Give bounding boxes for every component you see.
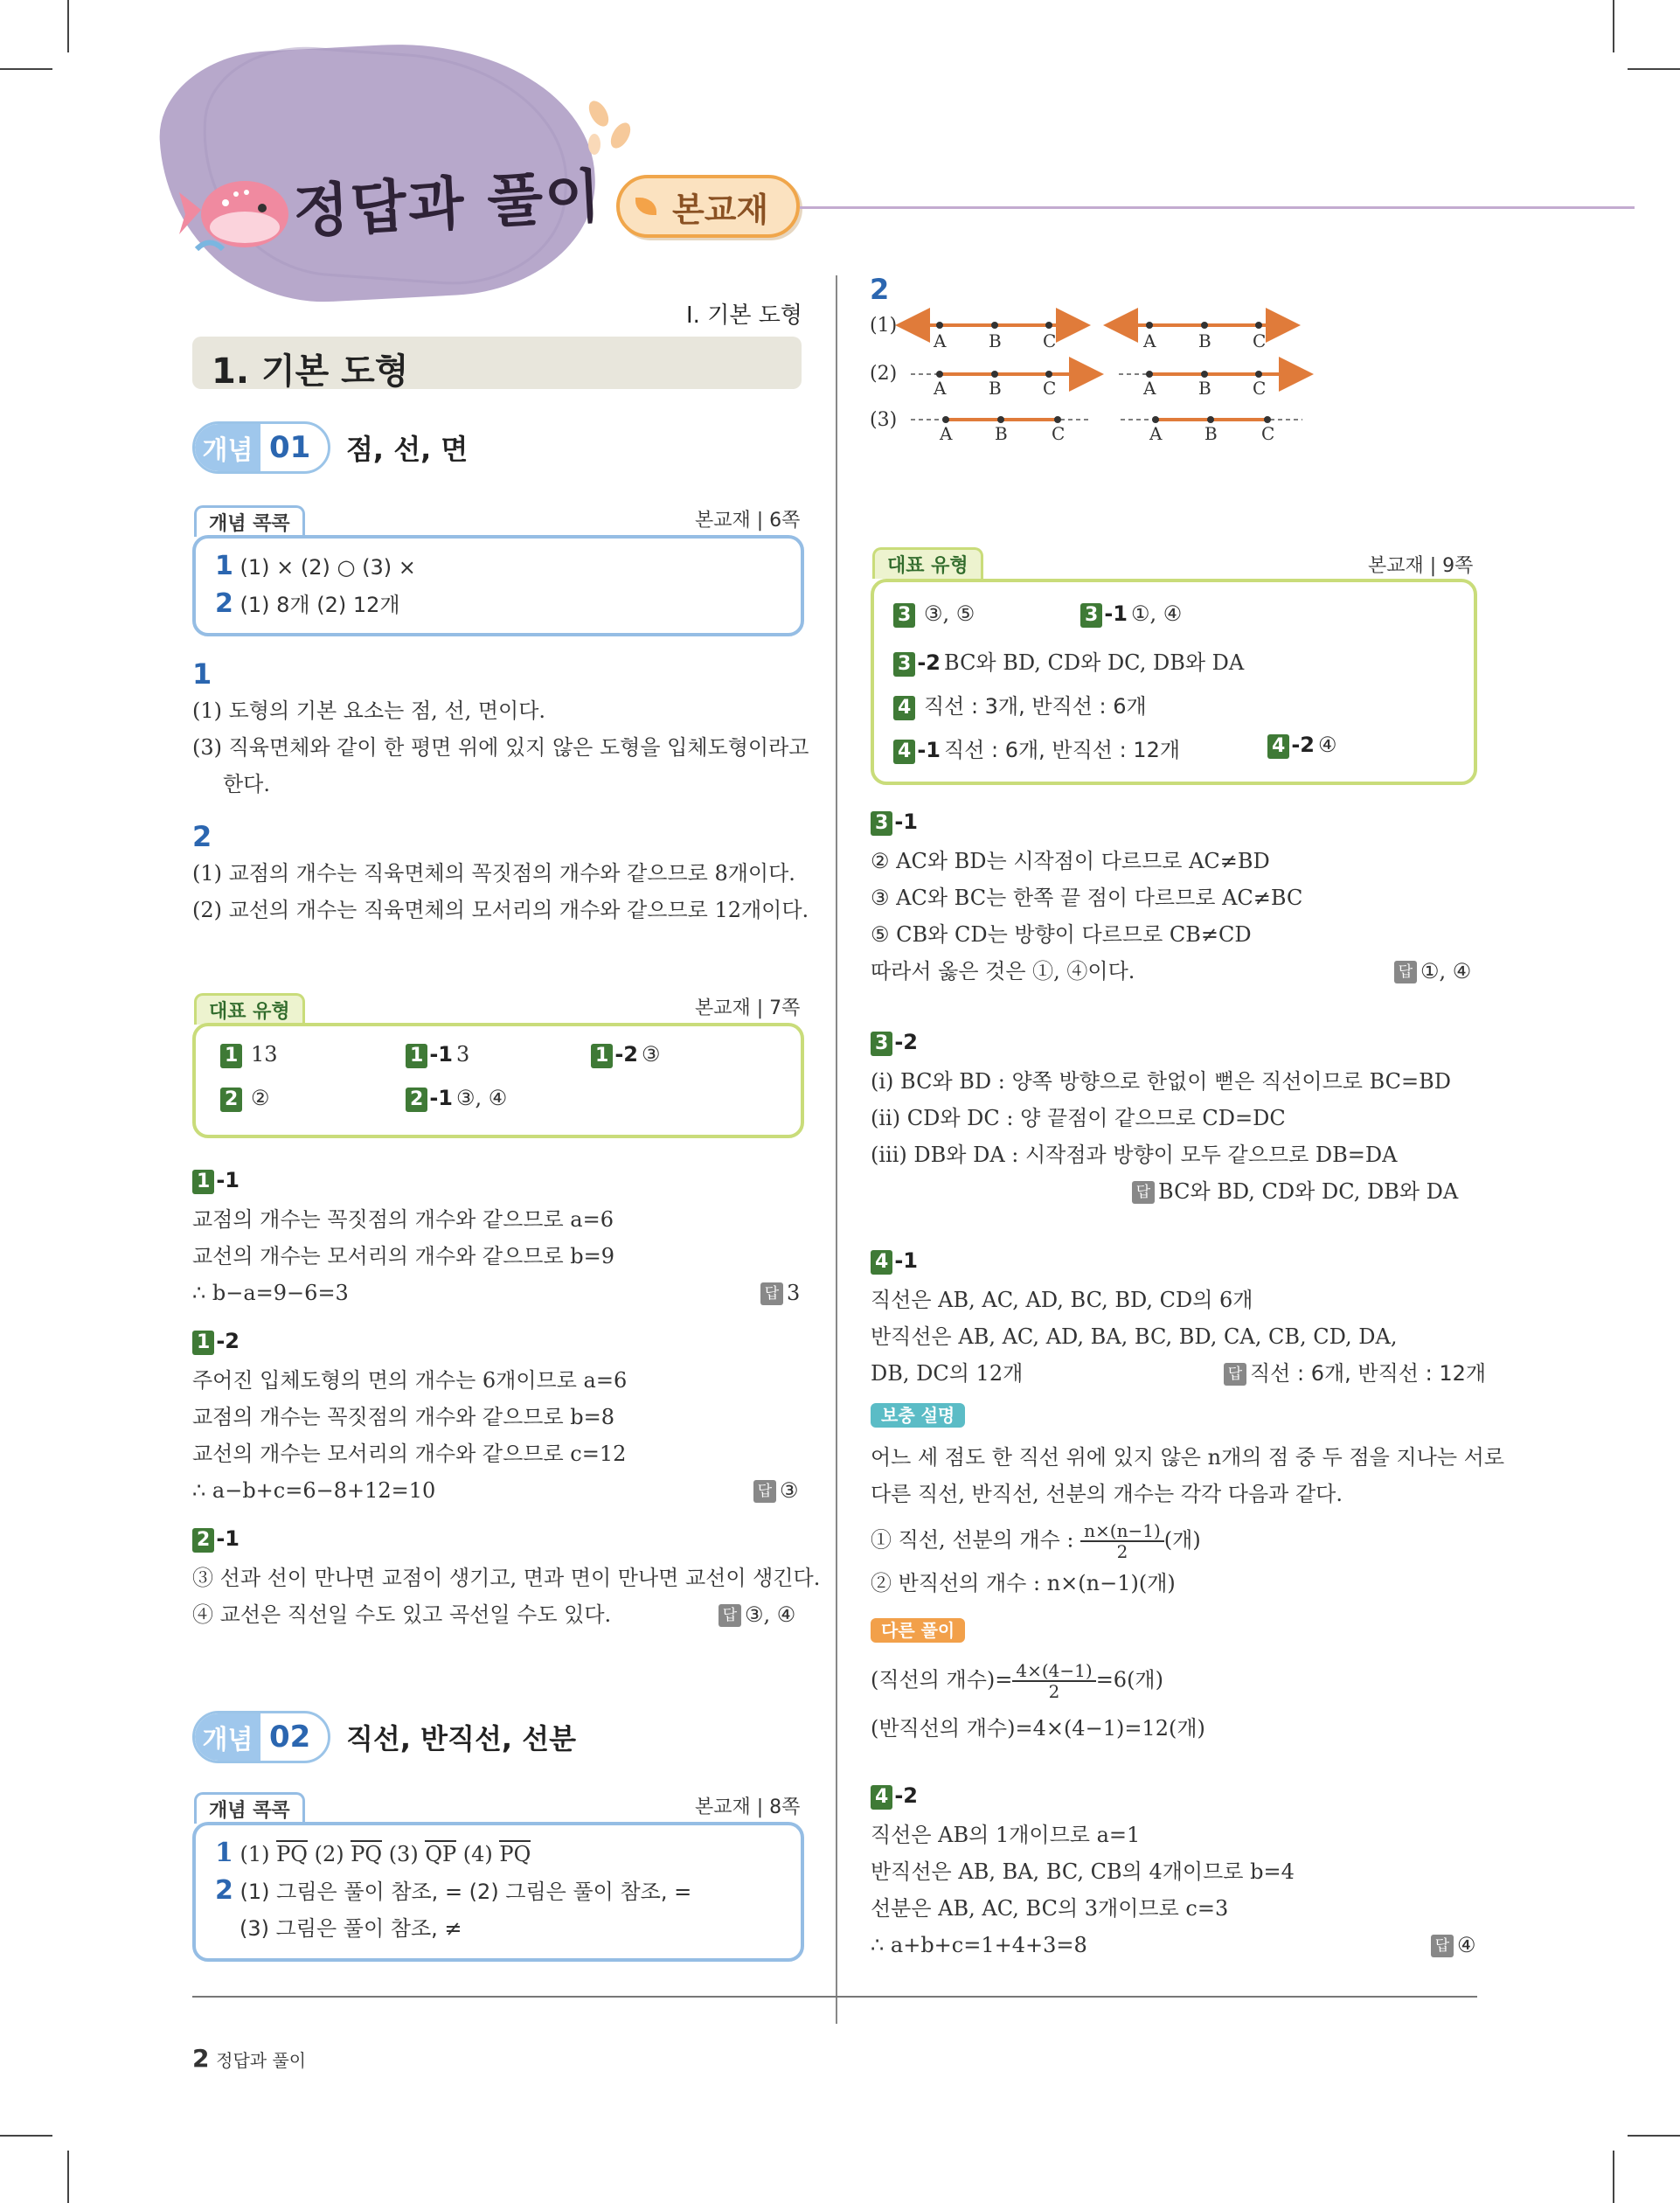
solution-line: (1) 교점의 개수는 직육면체의 꼭짓점의 개수와 같으므로 8개이다. [192,861,795,886]
concept-tag: 개념 [195,1713,260,1761]
page-footer [192,2044,306,2073]
answer-text: (4) [456,1842,500,1866]
answer-number: 2 [215,588,233,619]
answer-mark-icon: 답 [1224,1363,1246,1386]
alt-text: (직선의 개수)= [871,1667,1013,1692]
answer-box-type [871,579,1477,785]
point-label: C [1261,423,1275,444]
solution-line: 교선의 개수는 모서리의 개수와 같으므로 c=12 [192,1442,627,1466]
solution-heading: 2 [870,273,890,306]
solution-line: ④ 교선은 직선일 수도 있고 곡선일 수도 있다. [192,1602,612,1627]
answer-box-concept [192,535,804,636]
concept-tag: 개념 [195,424,260,471]
solution-line: (ⅱ) CD와 DC : 양 끝점이 같으므로 CD=DC [871,1106,1286,1130]
answer-text: (1) × (2) ○ (3) × [240,555,416,580]
answer-mark-icon: 답 [719,1604,741,1627]
tip-line: 다른 직선, 반직선, 선분의 개수는 각각 다음과 같다. [871,1482,1343,1506]
answer-value: BC와 BD, CD와 DC, DB와 DA [1158,1179,1459,1204]
type-suffix: -1 [216,1526,240,1551]
segment-symbol: PQ [499,1842,531,1866]
answer-mark-icon: 답 [1132,1181,1155,1204]
fraction-numerator: n×(n−1) [1080,1521,1164,1542]
answer-text: (1) 그림은 풀이 참조, = (2) 그림은 풀이 참조, = [240,1880,692,1904]
type-tag: 2 [220,1088,242,1112]
alt-line: (반직선의 개수)=4×(4−1)=12(개) [871,1716,1205,1741]
row-label: (3) [870,409,898,431]
final-answer [719,1596,795,1633]
answer-text: ①, ④ [1130,601,1183,626]
solution-line: 따라서 옳은 것은 ①, ④이다. [871,959,1135,983]
solution-line: 교점의 개수는 꼭짓점의 개수와 같으므로 a=6 [192,1207,614,1232]
type-tag: 3 [871,811,892,836]
answer-text: (3) [382,1842,426,1866]
solution-line: 주어진 입체도형의 면의 개수는 6개이므로 a=6 [192,1368,628,1393]
tip-text: ① 직선, 선분의 개수 : [871,1527,1081,1553]
leaf-icon [573,96,642,166]
solution-line: 반직선은 AB, AC, AD, BA, BC, BD, CA, CB, CD, DA, [871,1324,1398,1349]
answer-value: ①, ④ [1420,959,1472,983]
answer-text: 13 [250,1042,278,1067]
solution-line: ⑤ CB와 CD는 방향이 다르므로 CB≠CD [871,922,1252,947]
answer-value: 3 [787,1281,801,1305]
alt-text: =6(개) [1095,1667,1163,1692]
line-symbol: PQ [276,1842,308,1866]
type-suffix: -2 [894,1783,918,1808]
answer-line [215,551,416,581]
type-tag: 3 [1080,603,1102,628]
row-label: (1) [870,315,898,337]
type-suffix: -2 [614,1042,638,1067]
solution-line: (2) 교선의 개수는 직육면체의 모서리의 개수와 같으므로 12개이다. [192,898,809,922]
answer-line [893,601,975,628]
answer-line [893,645,1244,677]
answer-value: ③, ④ [745,1602,796,1627]
point-label: A [940,423,953,444]
type-tag: 4 [871,1785,892,1810]
tip-line: 어느 세 점도 한 직선 위에 있지 않은 n개의 점 중 두 점을 지나는 서로 [871,1445,1505,1470]
fraction [1012,1661,1095,1701]
solution-line: ∴ a+b+c=1+4+3=8 [871,1933,1087,1957]
fraction-numerator: 4×(4−1) [1012,1661,1095,1682]
crop-mark [0,68,52,70]
point-label: A [934,330,947,351]
solution-line: 한다. [223,772,270,796]
solution-line: 교점의 개수는 꼭짓점의 개수와 같으므로 b=8 [192,1405,615,1429]
answer-line [215,1838,531,1868]
answer-line [220,1042,278,1068]
answer-text: BC와 BD, CD와 DC, DB와 DA [943,650,1245,675]
answer-number: 2 [215,1875,233,1906]
answer-line [406,1086,507,1112]
ray-symbol: QP [425,1842,457,1866]
point-label: A [1143,378,1156,399]
final-answer [1224,1355,1486,1392]
crop-mark [1613,2151,1614,2203]
answer-text: (3) 그림은 풀이 참조, ≠ [240,1916,462,1941]
answer-text: ③ [641,1042,661,1067]
final-answer [760,1275,800,1311]
type-tag: 3 [893,603,915,628]
solution-line: ③ 선과 선이 만나면 교점이 생기고, 면과 면이 만나면 교선이 생긴다. [192,1566,821,1590]
solution-line: (1) 도형의 기본 요소는 점, 선, 면이다. [192,698,546,723]
solution-line: DB, DC의 12개 [871,1361,1024,1386]
problem-heading [871,1783,921,1810]
solution-line: 선분은 AB, AC, BC의 3개이므로 c=3 [871,1896,1229,1921]
problem-heading [871,810,921,836]
answer-box-type [192,1023,804,1138]
problem-heading [192,1168,243,1194]
concept-pill [192,1711,330,1763]
point-label: C [1052,423,1066,444]
point-label: B [995,423,1008,444]
point-label: A [1143,330,1156,351]
point-label: B [1198,378,1211,399]
answer-mark-icon: 답 [1394,961,1417,983]
answer-text: (1) 8개 (2) 12개 [240,593,400,617]
problem-heading [192,1329,243,1355]
concept-number: 01 [269,430,311,465]
solution-line: 교선의 개수는 모서리의 개수와 같으므로 b=9 [192,1244,615,1268]
answer-line [893,733,1180,764]
box-label: 대표 유형 [872,547,983,579]
type-suffix: -1 [1104,601,1128,626]
answer-text: 직선 : 3개, 반직선 : 6개 [923,694,1147,719]
point-label: B [989,330,1002,351]
crop-mark [0,2135,52,2137]
solution-line: (3) 직육면체와 같이 한 평면 위에 있지 않은 도형을 입체도형이라고 [192,735,809,760]
crop-mark [67,2151,69,2203]
answer-text: 직선 : 6개, 반직선 : 12개 [943,738,1181,762]
type-tag: 2 [192,1528,214,1553]
footer-rule [192,1996,1477,1998]
type-tag: 4 [871,1250,892,1275]
answer-text: ② [250,1086,270,1110]
answer-mark-icon: 답 [760,1282,783,1305]
point-label: C [1043,330,1057,351]
page-reference: 본교재 | 6쪽 [695,510,801,532]
textbook-badge [616,175,800,238]
header-rule [800,206,1635,209]
solution-line: ∴ b−a=9−6=3 [192,1281,349,1305]
page-header-title: 정답과 풀이 [291,162,604,247]
type-tag: 4 [893,696,915,720]
point-label: B [989,378,1002,399]
answer-text: 3 [455,1042,470,1067]
answer-text: ④ [1317,733,1337,757]
problem-heading [192,1526,243,1553]
answer-line [893,689,1147,720]
concept-heading-02 [192,1711,576,1763]
solution-line: ③ AC와 BC는 한쪽 끝 점이 다르므로 AC≠BC [871,886,1303,910]
solution-heading: 2 [192,820,212,853]
crop-mark [1628,68,1680,70]
crop-mark [67,0,69,52]
point-label: A [1149,423,1163,444]
unit-title: Ⅰ. 기본 도형 [686,302,802,329]
page-reference: 본교재 | 8쪽 [695,1796,801,1818]
fraction-denominator: 2 [1048,1681,1060,1702]
type-tag: 1 [591,1044,613,1068]
point-label: C [1253,378,1267,399]
answer-text: (1) [240,1842,277,1866]
type-suffix: -1 [894,810,918,834]
solution-line: 직선은 AB, AC, AD, BC, BD, CD의 6개 [871,1288,1253,1312]
type-tag: 4 [1267,734,1289,759]
answer-line [1080,601,1182,628]
column-divider [836,275,837,2024]
type-suffix: -1 [216,1168,240,1192]
fraction [1080,1521,1164,1561]
row-label: (2) [870,363,898,385]
crop-mark [1613,0,1614,52]
type-suffix: -2 [1291,733,1315,757]
final-answer [1394,953,1471,990]
supplement-tag: 보충 설명 [871,1403,965,1428]
type-suffix: -1 [429,1086,453,1110]
footer-text: 정답과 풀이 [216,2050,307,2071]
tip-line: ② 반직선의 개수 : n×(n−1)(개) [871,1571,1176,1595]
alt-solution-tag: 다른 풀이 [871,1618,965,1643]
point-label: A [934,378,947,399]
answer-text: ③, ⑤ [923,601,975,626]
problem-heading [871,1248,921,1275]
tip-line [871,1521,1201,1561]
answer-line [215,1874,691,1906]
answer-mark-icon: 답 [1431,1935,1454,1957]
answer-text: (2) [307,1842,351,1866]
tip-label [871,1402,965,1428]
answer-value: ④ [1457,1933,1476,1957]
concept-heading-01 [192,421,468,474]
page-number: 2 [192,2044,210,2073]
tip-text: (개) [1163,1527,1201,1553]
concept-title: 직선, 반직선, 선분 [346,1722,576,1755]
concept-number: 02 [269,1720,311,1755]
box-label: 개념 콕콕 [194,505,305,537]
tip-label [871,1617,965,1643]
fraction-denominator: 2 [1116,1541,1128,1562]
answer-number: 1 [215,551,233,581]
type-suffix: -1 [894,1248,918,1273]
solution-line: 반직선은 AB, BA, BC, CB의 4개이므로 b=4 [871,1859,1295,1884]
answer-mark-icon: 답 [753,1480,776,1503]
type-tag: 2 [406,1088,427,1112]
type-tag: 3 [871,1032,892,1056]
crop-mark [1628,2135,1680,2137]
solution-line: (ⅰ) BC와 BD : 양쪽 방향으로 한없이 뻗은 직선이므로 BC=BD [871,1069,1452,1094]
solution-line: ∴ a−b+c=6−8+12=10 [192,1478,436,1503]
point-label: B [1204,423,1218,444]
solution-line: 직선은 AB의 1개이므로 a=1 [871,1823,1141,1847]
chapter-title: 1. 기본 도형 [192,337,802,389]
concept-pill [192,421,330,474]
textbook-badge-label: 본교재 [672,190,769,229]
type-tag: 4 [893,740,915,764]
final-answer [1431,1927,1476,1963]
solution-line: ② AC와 BD는 시작점이 다르므로 AC≠BD [871,849,1270,873]
answer-line [240,1911,462,1942]
point-label: B [1198,330,1211,351]
final-answer [1132,1173,1458,1210]
type-tag: 3 [893,652,915,677]
answer-number: 1 [215,1838,233,1868]
answer-line [591,1042,661,1068]
answer-line [406,1042,469,1068]
concept-title: 점, 선, 면 [346,433,469,466]
answer-text: ③, ④ [455,1086,508,1110]
type-suffix: -1 [917,738,941,762]
answer-line [220,1086,269,1112]
answer-line [1267,733,1337,759]
page-reference: 본교재 | 7쪽 [695,997,801,1019]
type-suffix: -2 [894,1030,918,1054]
page-reference: 본교재 | 9쪽 [1368,555,1474,577]
alt-line [871,1661,1163,1701]
type-suffix: -2 [917,650,941,675]
type-tag: 1 [192,1331,214,1355]
problem-heading [871,1030,921,1056]
type-tag: 1 [220,1044,242,1068]
answer-value: 직선 : 6개, 반직선 : 12개 [1250,1361,1487,1386]
type-suffix: -2 [216,1329,240,1353]
leaf-icon [635,198,656,215]
solution-heading: 1 [192,657,212,691]
answer-box-concept [192,1822,804,1962]
whale-icon [175,166,297,262]
type-suffix: -1 [429,1042,453,1067]
point-label: C [1253,330,1267,351]
point-label: C [1043,378,1057,399]
solution-line: (ⅲ) DB와 DA : 시작점과 방향이 모두 같으므로 DB=DA [871,1143,1398,1167]
ray-symbol: PQ [351,1842,383,1866]
type-tag: 1 [192,1170,214,1194]
final-answer [753,1472,799,1509]
answer-value: ③ [780,1478,799,1503]
answer-line [215,587,400,619]
box-label: 개념 콕콕 [194,1792,305,1824]
type-tag: 1 [406,1044,427,1068]
box-label: 대표 유형 [194,993,305,1025]
